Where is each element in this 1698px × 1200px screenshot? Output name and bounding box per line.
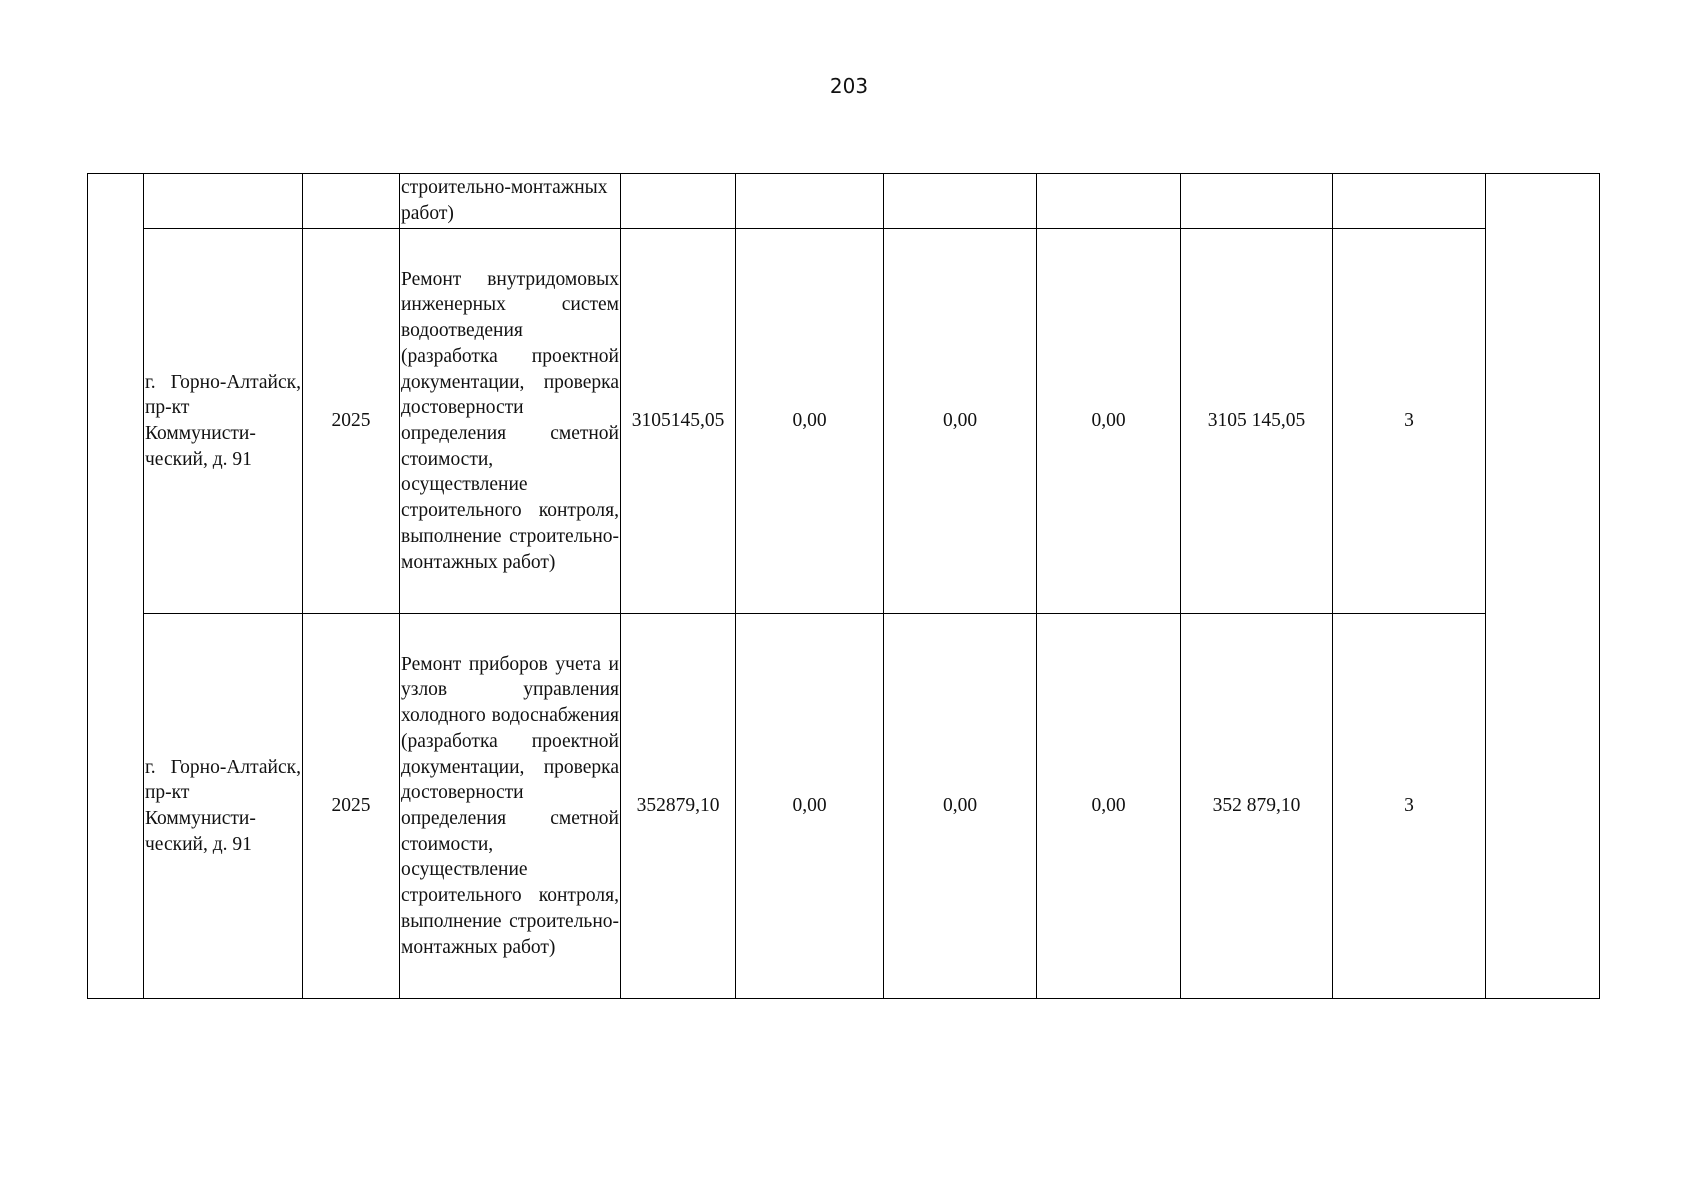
fund-3-cell: 0,00 (1037, 229, 1181, 614)
fund-1-cell: 0,00 (736, 229, 884, 614)
fund-3-cell (1037, 174, 1181, 229)
cost-total-cell (621, 174, 736, 229)
address-cell (144, 174, 303, 229)
works-table (87, 173, 1600, 999)
fund-1-cell (736, 174, 884, 229)
code-cell (1333, 174, 1486, 229)
fund-4-cell (1181, 174, 1333, 229)
code-cell: 3 (1333, 229, 1486, 614)
table-row (88, 614, 1600, 999)
cost-total-cell: 352879,10 (621, 614, 736, 999)
fund-2-cell (884, 174, 1037, 229)
year-cell: 2025 (303, 614, 400, 999)
fund-1-cell: 0,00 (736, 614, 884, 999)
fund-3-cell: 0,00 (1037, 614, 1181, 999)
fund-2-cell: 0,00 (884, 229, 1037, 614)
work-description-cell: строительно-монтажных работ) (400, 174, 621, 229)
code-cell: 3 (1333, 614, 1486, 999)
address-cell: г. Горно-Алтайск, пр-кт Коммунисти-ческий, д. 91 (144, 614, 303, 999)
last-column-cell (1486, 174, 1600, 999)
fund-4-cell: 352 879,10 (1181, 614, 1333, 999)
address-cell: г. Горно-Алтайск, пр-кт Коммунисти-ческий, д. 91 (144, 229, 303, 614)
page-number: 203 (829, 74, 869, 98)
fund-4-cell: 3105 145,05 (1181, 229, 1333, 614)
index-cell (88, 174, 144, 999)
fund-2-cell: 0,00 (884, 614, 1037, 999)
year-cell: 2025 (303, 229, 400, 614)
table-row-continuation (88, 174, 1600, 229)
work-description-cell: Ремонт приборов учета и узлов управления холодного водоснабжения (разработка проектной документации, проверка достоверности определения сметной стоимости, осуществление строительного контроля, выполнение строительно-монтажных работ) (400, 614, 621, 999)
table-row (88, 229, 1600, 614)
cost-total-cell: 3105145,05 (621, 229, 736, 614)
work-description-cell: Ремонт внутридомовых инженерных систем водоотведения (разработка проектной документации, проверка достоверности определения сметной стоимости, осуществление строительного контроля, выполнение строительно-монтажных работ) (400, 229, 621, 614)
year-cell (303, 174, 400, 229)
